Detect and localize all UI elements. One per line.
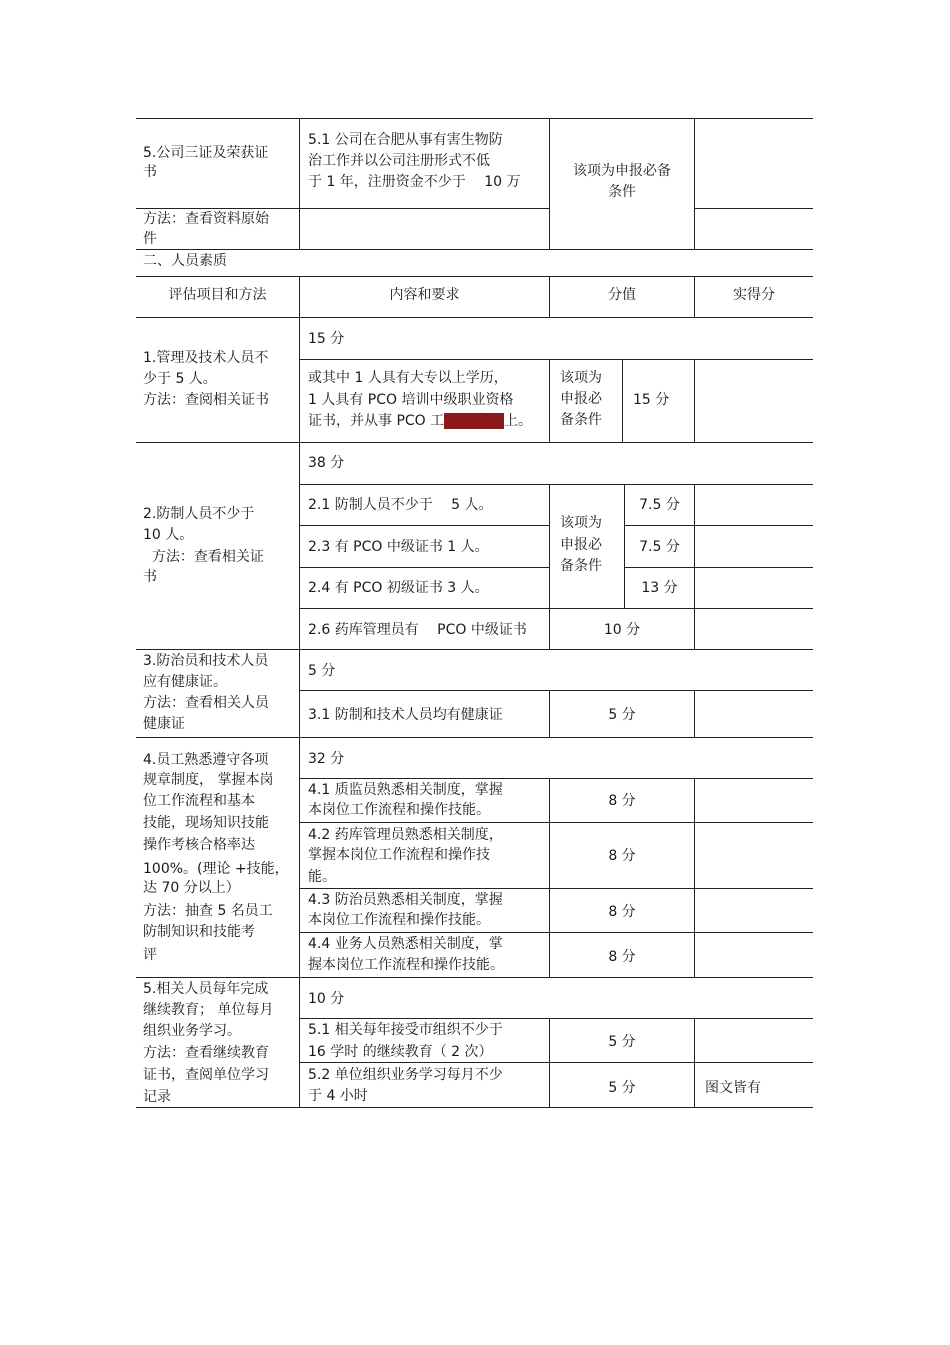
item5-row-content: 5.1 相关每年接受市组织不少于 [308, 1022, 503, 1038]
rule [694, 484, 695, 649]
item4-row-content: 4.3 防治员熟悉相关制度，掌握 [308, 892, 503, 908]
item4-row-content: 4.1 质监员熟悉相关制度，掌握 [308, 782, 503, 798]
item1-total: 15 分 [308, 331, 345, 347]
rule [694, 359, 695, 442]
item1-content-line [308, 411, 532, 432]
item2-row-score: 13 分 [641, 580, 678, 596]
item5-row-content: 5.2 单位组织业务学习每月不少 [308, 1067, 503, 1083]
rule [299, 888, 813, 889]
item2-row-content: 2.4 有 PCO 初级证书 3 人。 [308, 580, 489, 596]
rule [136, 737, 813, 738]
item4-text-line: 方法：抽查 5 名员工 [143, 903, 273, 919]
rule [299, 525, 549, 526]
item1-content-part: 证书，并从事 PCO 工 [308, 413, 445, 429]
item1-title-line: 少于 5 人。 [143, 371, 217, 387]
item2-row-content: 2.3 有 PCO 中级证书 1 人。 [308, 539, 489, 555]
item5-text-line: 组织业务学习。 [143, 1023, 241, 1039]
item4-row-content: 本岗位工作流程和操作技能。 [308, 912, 490, 928]
item1-condition-line: 申报必 [560, 391, 602, 407]
item4-row-content: 本岗位工作流程和操作技能。 [308, 802, 490, 818]
rule [136, 977, 813, 978]
item5-text-line: 5.相关人员每年完成 [143, 981, 269, 997]
item4-row-score: 8 分 [608, 848, 636, 864]
item2-method-line: 方法：查看相关证 [143, 549, 264, 565]
item3-row-content: 3.1 防制和技术人员均有健康证 [308, 707, 503, 723]
item2-row-score: 10 分 [603, 622, 641, 638]
item1-title-line: 1.管理及技术人员不 [143, 350, 269, 366]
item5-row-score: 5 分 [608, 1080, 636, 1096]
header-item: 评估项目和方法 [168, 287, 267, 303]
rule [694, 118, 695, 249]
item5-row-content: 于 4 小时 [308, 1088, 368, 1104]
rule [694, 208, 813, 209]
sec5-title-line: 书 [143, 164, 157, 180]
item4-text-line: 100%。(理论 +技能， [143, 861, 289, 877]
item5-total: 10 分 [308, 991, 345, 1007]
rule [299, 484, 813, 485]
rule [136, 276, 813, 277]
rule [136, 317, 813, 318]
item4-text-line: 评 [143, 947, 157, 963]
rule [136, 1107, 813, 1108]
item2-row-score: 7.5 分 [639, 539, 680, 555]
redaction-highlight: 作 1 年以 [444, 413, 504, 429]
item4-row-content: 4.4 业务人员熟悉相关制度，掌 [308, 936, 503, 952]
item4-row-score: 8 分 [608, 904, 636, 920]
sec5-condition-line: 条件 [608, 184, 636, 200]
rule [136, 442, 813, 443]
item2-row-score: 7.5 分 [639, 497, 680, 513]
item3-method-line: 方法：查看相关人员 [143, 695, 269, 711]
rule [136, 118, 813, 119]
item5-row-actual: 图文皆有 [705, 1080, 761, 1096]
rule [299, 932, 813, 933]
item2-condition-line: 备条件 [560, 558, 602, 574]
item1-score: 15 分 [633, 392, 670, 408]
item3-method-line: 健康证 [143, 716, 185, 732]
item1-content-part: 上。 [503, 413, 532, 429]
header-actual: 实得分 [733, 287, 775, 303]
item2-condition-line: 申报必 [560, 537, 602, 553]
item4-row-content: 能。 [308, 869, 336, 885]
item1-content-line: 或其中 1 人具有大专以上学历， [308, 370, 508, 386]
rule [299, 778, 813, 779]
rule [624, 525, 813, 526]
item4-row-content: 4.2 药库管理员熟悉相关制度， [308, 827, 503, 843]
header-content: 内容和要求 [389, 287, 460, 303]
item2-total: 38 分 [308, 455, 345, 471]
item1-condition-line: 备条件 [560, 412, 602, 428]
item5-text-line: 证书，查阅单位学习 [143, 1067, 269, 1083]
item1-content-line: 1 人具有 PCO 培训中级职业资格 [308, 392, 514, 408]
item5-text-line: 方法：查看继续教育 [143, 1045, 269, 1061]
sec5-content-line: 5.1 公司在合肥从事有害生物防 [308, 132, 503, 148]
sec5-condition-line: 该项为申报必备 [573, 163, 671, 179]
rule [694, 690, 695, 737]
item4-text-line: 规章制度， 掌握本岗 [143, 772, 274, 788]
rule [299, 1018, 813, 1019]
item5-text-line: 继续教育； 单位每月 [143, 1002, 274, 1018]
item4-text-line: 操作考核合格率达 [143, 837, 255, 853]
rule [624, 567, 813, 568]
sec5-content-line: 治工作并以公司注册形式不低 [308, 153, 490, 169]
rule [694, 1018, 695, 1107]
item3-title-line: 应有健康证。 [143, 674, 227, 690]
item4-row-content: 握本岗位工作流程和操作技能。 [308, 957, 504, 973]
rule [136, 249, 813, 250]
sec5-content-line: 于 1 年，注册资金不少于 10 万 [308, 174, 521, 190]
item5-row-content: 16 学时 的继续教育（ 2 次） [308, 1044, 493, 1060]
item1-method: 方法：查阅相关证书 [143, 392, 269, 408]
item2-row-content: 2.6 药库管理员有 PCO 中级证书 [308, 622, 527, 638]
item1-condition-line: 该项为 [560, 370, 602, 386]
sec5-title-line: 5.公司三证及荣获证 [143, 145, 269, 161]
section-title: 二、人员素质 [143, 253, 227, 269]
item2-condition-line: 该项为 [560, 515, 602, 531]
item2-row-content: 2.1 防制人员不少于 5 人。 [308, 497, 493, 513]
rule [299, 208, 549, 209]
item4-text-line: 4.员工熟悉遵守各项 [143, 752, 269, 768]
rule [299, 608, 813, 609]
item2-method-line: 书 [143, 569, 157, 585]
rule [299, 690, 813, 691]
rule [299, 359, 813, 360]
rule [622, 359, 623, 442]
item4-row-score: 8 分 [608, 949, 636, 965]
rule [136, 649, 813, 650]
item4-text-line: 技能，现场知识技能 [143, 815, 269, 831]
item4-row-score: 8 分 [608, 793, 636, 809]
item4-text-line: 防制知识和技能考 [143, 924, 255, 940]
rule [694, 778, 695, 977]
rule [299, 567, 549, 568]
item5-text-line: 记录 [143, 1089, 171, 1105]
item2-title-line: 2.防制人员不少于 [143, 506, 255, 522]
item3-row-score: 5 分 [608, 707, 636, 723]
rule [299, 822, 813, 823]
header-score: 分值 [608, 287, 636, 303]
item4-row-content: 掌握本岗位工作流程和操作技 [308, 847, 490, 863]
sec5-method-line: 件 [143, 231, 157, 247]
item4-text-line: 位工作流程和基本 [143, 793, 255, 809]
item4-text-line: 达 70 分以上） [143, 880, 240, 896]
sec5-method-line: 方法：查看资料原始 [143, 211, 269, 227]
item4-total: 32 分 [308, 751, 345, 767]
item3-title-line: 3.防治员和技术人员 [143, 653, 269, 669]
item3-total: 5 分 [308, 663, 336, 679]
rule [549, 359, 550, 442]
rule [299, 118, 300, 249]
rule [299, 276, 300, 1107]
item5-row-score: 5 分 [608, 1034, 636, 1050]
item2-title-line: 10 人。 [143, 527, 194, 543]
